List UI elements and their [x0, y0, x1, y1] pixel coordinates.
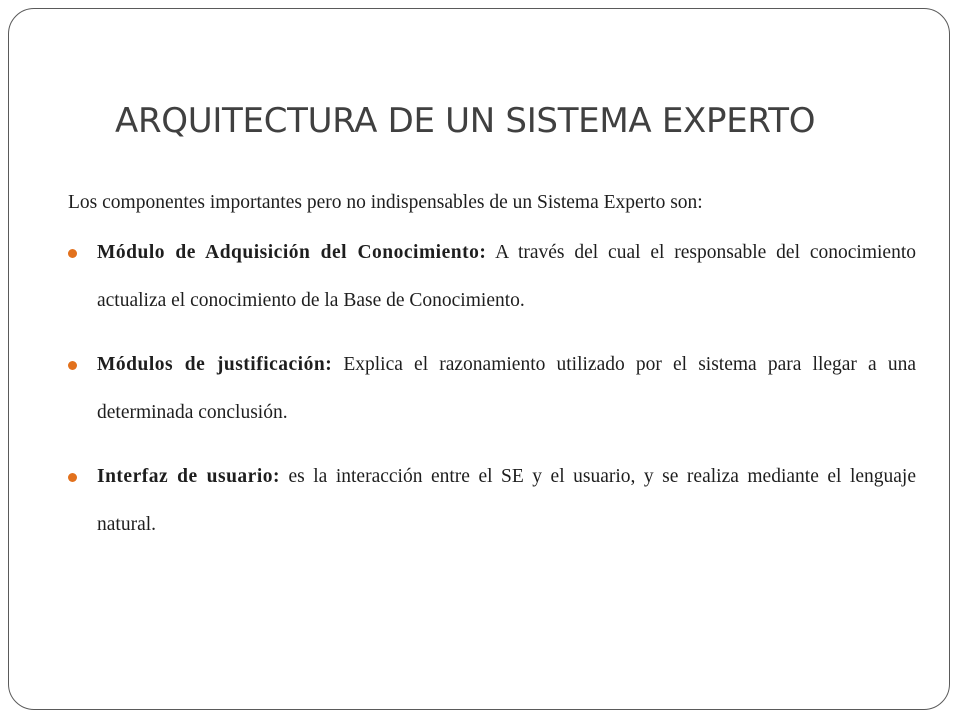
slide-frame — [8, 8, 950, 710]
slide-title: ARQUITECTURA DE UN SISTEMA EXPERTO — [115, 101, 816, 141]
bullet-term: Módulo de Adquisición del Conocimiento: — [97, 242, 487, 263]
bullet-list — [68, 229, 916, 549]
intro-text: Los componentes importantes pero no indispensables de un Sistema Experto son: — [68, 192, 703, 213]
bullet-dot-icon — [68, 249, 77, 258]
bullet-text: es la interacción entre el SE y el usuario, y se realiza mediante el lenguaje natural. — [97, 466, 916, 535]
slide-body — [68, 177, 916, 565]
bullet-item-acquisition-module — [68, 229, 916, 325]
bullet-dot-icon — [68, 473, 77, 482]
bullet-item-justification-modules — [68, 341, 916, 437]
bullet-item-user-interface — [68, 453, 916, 549]
bullet-term: Módulos de justificación: — [97, 354, 333, 375]
bullet-term: Interfaz de usuario: — [97, 466, 280, 487]
bullet-text: A través del cual el responsable del conocimiento actualiza el conocimiento de la Base de Conocimiento. — [97, 242, 916, 311]
bullet-text: Explica el razonamiento utilizado por el sistema para llegar a una determinada conclusión. — [97, 354, 916, 423]
bullet-dot-icon — [68, 361, 77, 370]
